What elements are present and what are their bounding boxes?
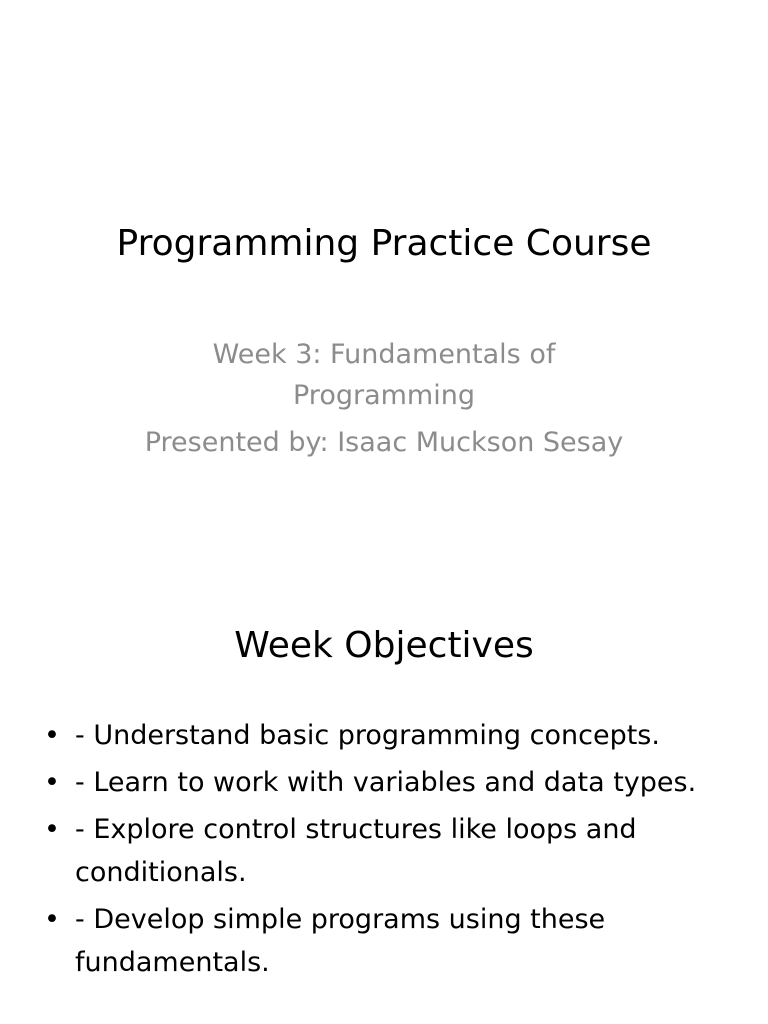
bullet-icon: • [44, 767, 60, 798]
list-item [40, 714, 740, 757]
objectives-list [40, 714, 740, 988]
slide-subtitle [120, 334, 648, 463]
objective-text: - Learn to work with variables and data types. [75, 767, 697, 798]
list-item [40, 898, 740, 984]
list-item [40, 808, 740, 894]
objective-text: - Explore control structures like loops and conditionals. [75, 814, 637, 888]
list-item [40, 761, 740, 804]
objective-text: - Develop simple programs using these fundamentals. [75, 904, 606, 978]
slide-title: Week Objectives [234, 625, 534, 666]
bullet-icon: • [44, 814, 60, 845]
subtitle-presenter: Presented by: Isaac Muckson Sesay [144, 427, 624, 458]
subtitle-week: Week 3: Fundamentals of Programming [212, 339, 556, 411]
slide-title: Programming Practice Course [116, 223, 652, 264]
bullet-icon: • [44, 904, 60, 935]
objective-text: - Understand basic programming concepts. [75, 720, 660, 751]
bullet-icon: • [44, 720, 60, 751]
objectives-slide [0, 560, 768, 1024]
